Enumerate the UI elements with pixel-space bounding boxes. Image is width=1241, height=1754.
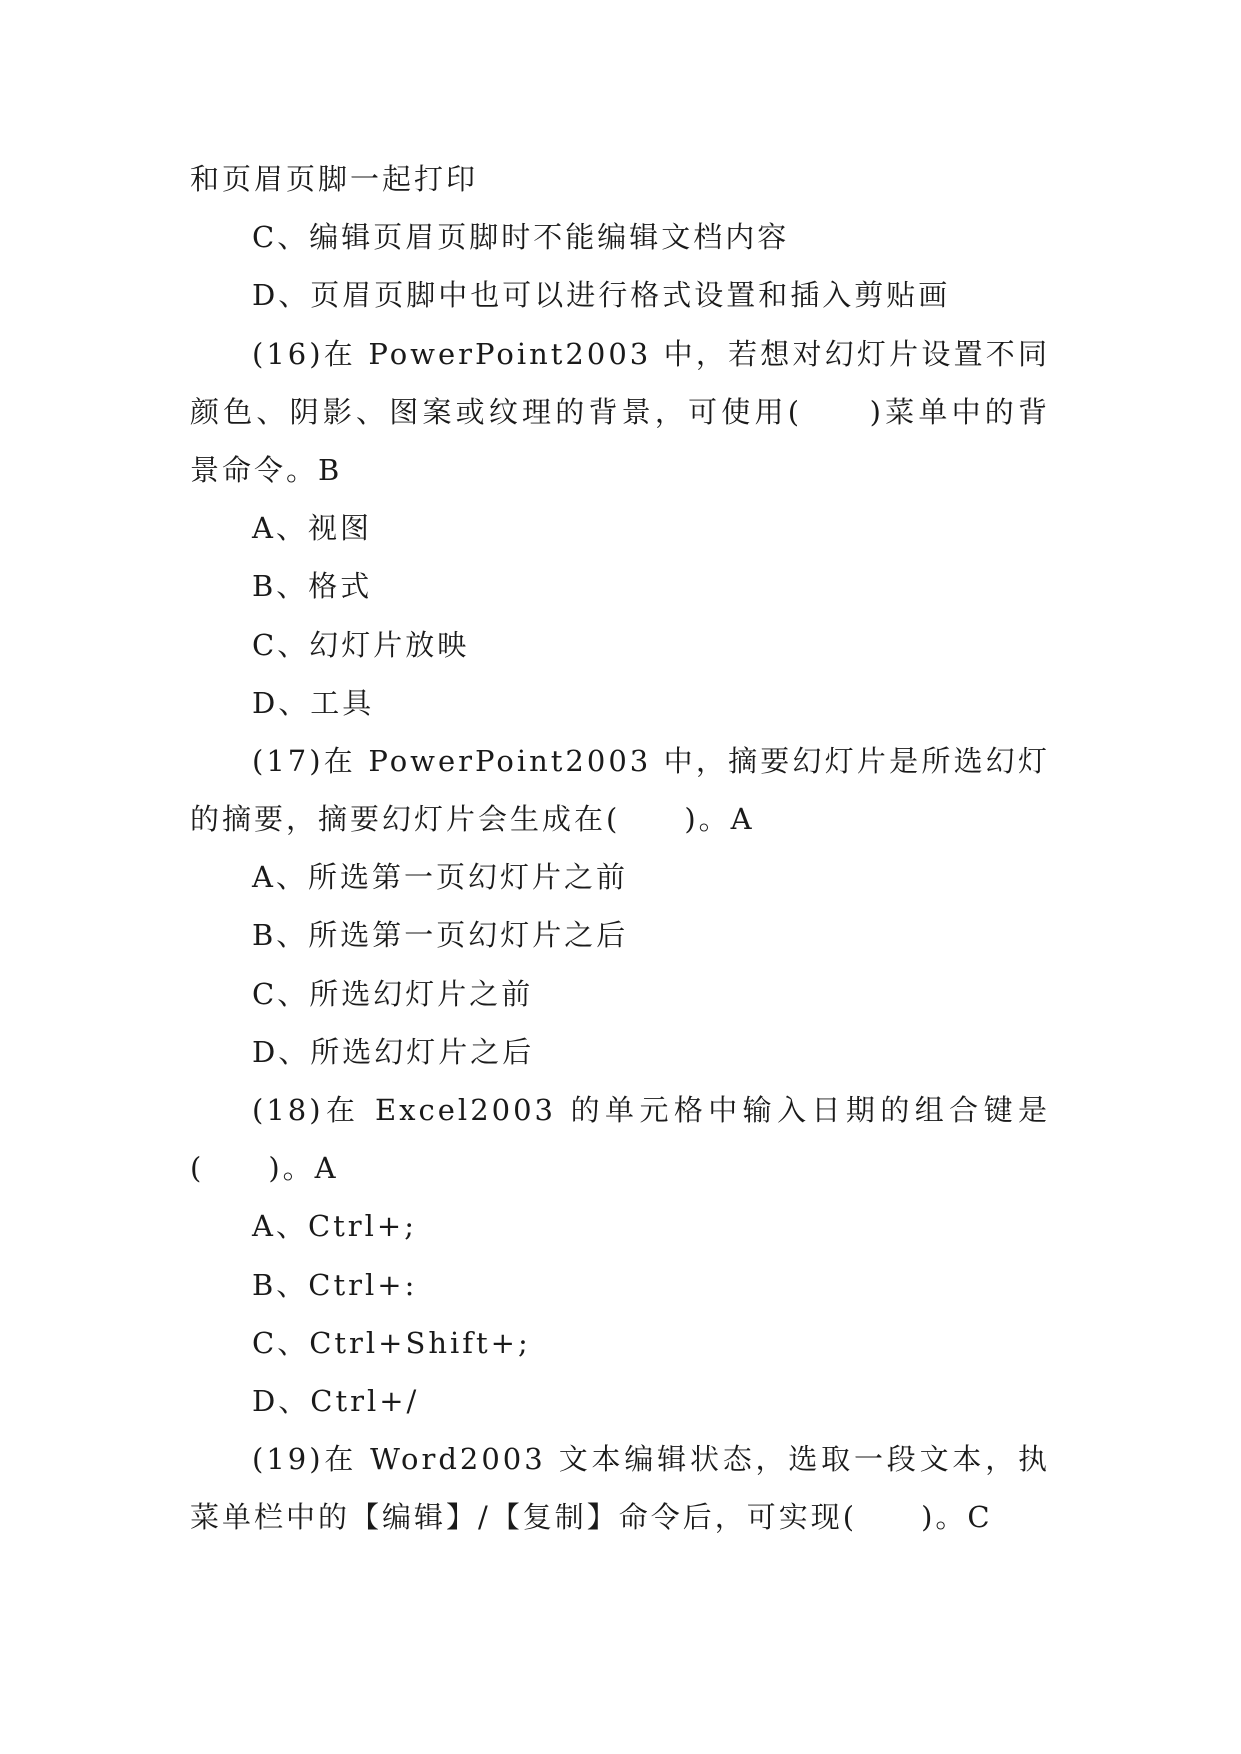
option-line: D、所选幻灯片之后 (252, 1034, 535, 1069)
paragraph-line: 和页眉页脚一起打印 (190, 162, 479, 196)
option-line: C、Ctrl+Shift+; (252, 1325, 531, 1360)
question-line: (19)在 Word2003 文本编辑状态，选取一段文本，执 (252, 1442, 1050, 1477)
paragraph-line: 的摘要，摘要幻灯片会生成在( )。A (190, 802, 755, 837)
option-line: B、格式 (252, 569, 373, 604)
option-line: C、幻灯片放映 (252, 627, 470, 662)
document-page (190, 150, 1050, 1547)
option-line: C、编辑页眉页脚时不能编辑文档内容 (252, 220, 790, 255)
option-line: B、所选第一页幻灯片之后 (252, 918, 629, 953)
option-line: A、Ctrl+; (252, 1209, 417, 1244)
paragraph-line: 景命令。B (190, 452, 343, 487)
option-line: C、所选幻灯片之前 (252, 976, 534, 1011)
option-line: B、Ctrl+: (252, 1267, 418, 1302)
option-line: D、Ctrl+/ (252, 1383, 420, 1418)
option-line: A、视图 (252, 511, 372, 546)
option-line: D、页眉页脚中也可以进行格式设置和插入剪贴画 (252, 278, 951, 313)
paragraph-line: 菜单栏中的【编辑】/【复制】命令后，可实现( )。C (190, 1500, 993, 1535)
paragraph-line: 颜色、阴影、图案或纹理的背景，可使用( )菜单中的背 (190, 394, 1050, 429)
option-line: A、所选第一页幻灯片之前 (252, 860, 628, 895)
question-line: (17)在 PowerPoint2003 中，摘要幻灯片是所选幻灯 (252, 743, 1050, 778)
question-line: (18)在 Excel2003 的单元格中输入日期的组合键是 (252, 1093, 1050, 1127)
question-line: (16)在 PowerPoint2003 中，若想对幻灯片设置不同 (252, 336, 1050, 371)
paragraph-line: ( )。A (190, 1151, 339, 1186)
option-line: D、工具 (252, 685, 375, 720)
